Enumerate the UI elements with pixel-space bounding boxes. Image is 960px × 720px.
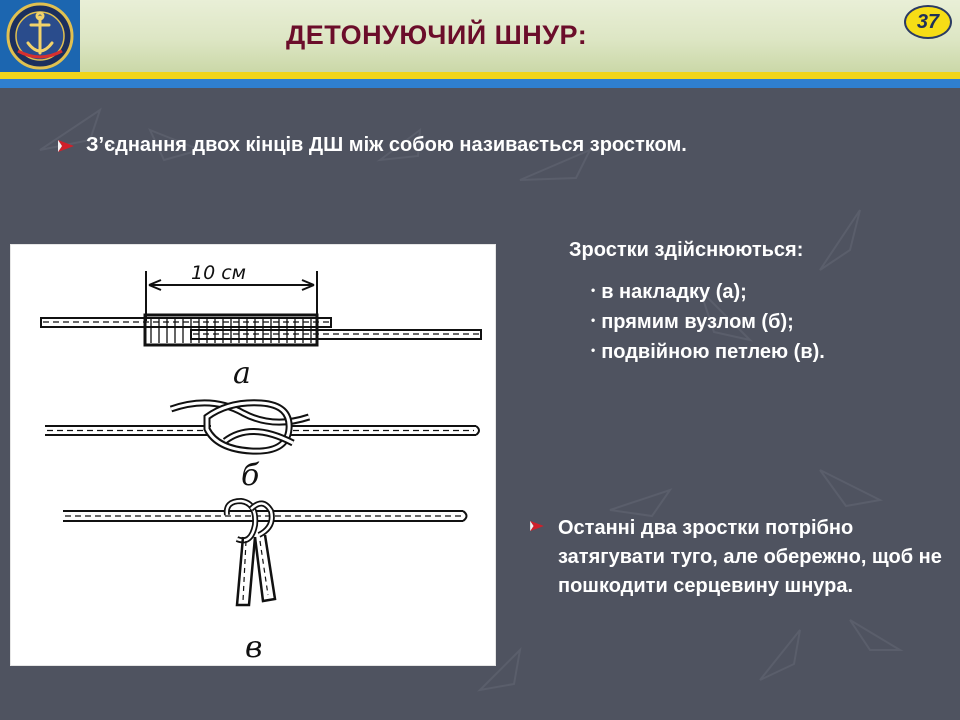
arrow-bullet-icon [530, 520, 544, 532]
joint-overlap [41, 315, 481, 345]
bullet-dot-icon: • [591, 343, 596, 357]
logo [0, 0, 80, 72]
figure-label-a: а [233, 356, 251, 391]
joint-square-knot [45, 403, 479, 451]
note-text: Останні два зростки потрібно затягувати туго, але обережно, щоб не пошкодити серцевину шнура. [558, 517, 942, 597]
list-item [591, 341, 825, 364]
bullet-dot-icon: • [591, 313, 596, 327]
header-stripe-yellow [0, 72, 960, 79]
cord-joints-figure [10, 244, 496, 666]
cord-joints-drawing [11, 245, 495, 665]
bullet-dot-icon: • [591, 283, 596, 297]
list-title: Зростки здійснюються: [569, 239, 804, 261]
intro-text: З’єднання двох кінців ДШ між собою називається зростком. [86, 134, 687, 156]
joint-double-loop [63, 501, 467, 605]
figure-label-c: в [245, 630, 263, 665]
page-title: ДЕТОНУЮЧИЙ ШНУР: [286, 20, 588, 50]
list-item-label: подвійною петлею (в). [601, 341, 825, 363]
list-item-label: в накладку (а); [601, 281, 747, 303]
list-item-label: прямим вузлом (б); [601, 311, 794, 333]
header-stripe-blue [0, 79, 960, 88]
naval-emblem-icon [4, 1, 76, 71]
list-item [591, 311, 794, 334]
figure-label-b: б [241, 458, 260, 493]
page-number-badge: 37 [904, 5, 952, 39]
dimension-label: 10 см [191, 262, 246, 284]
arrow-bullet-icon [58, 139, 74, 153]
list-item [591, 281, 747, 304]
